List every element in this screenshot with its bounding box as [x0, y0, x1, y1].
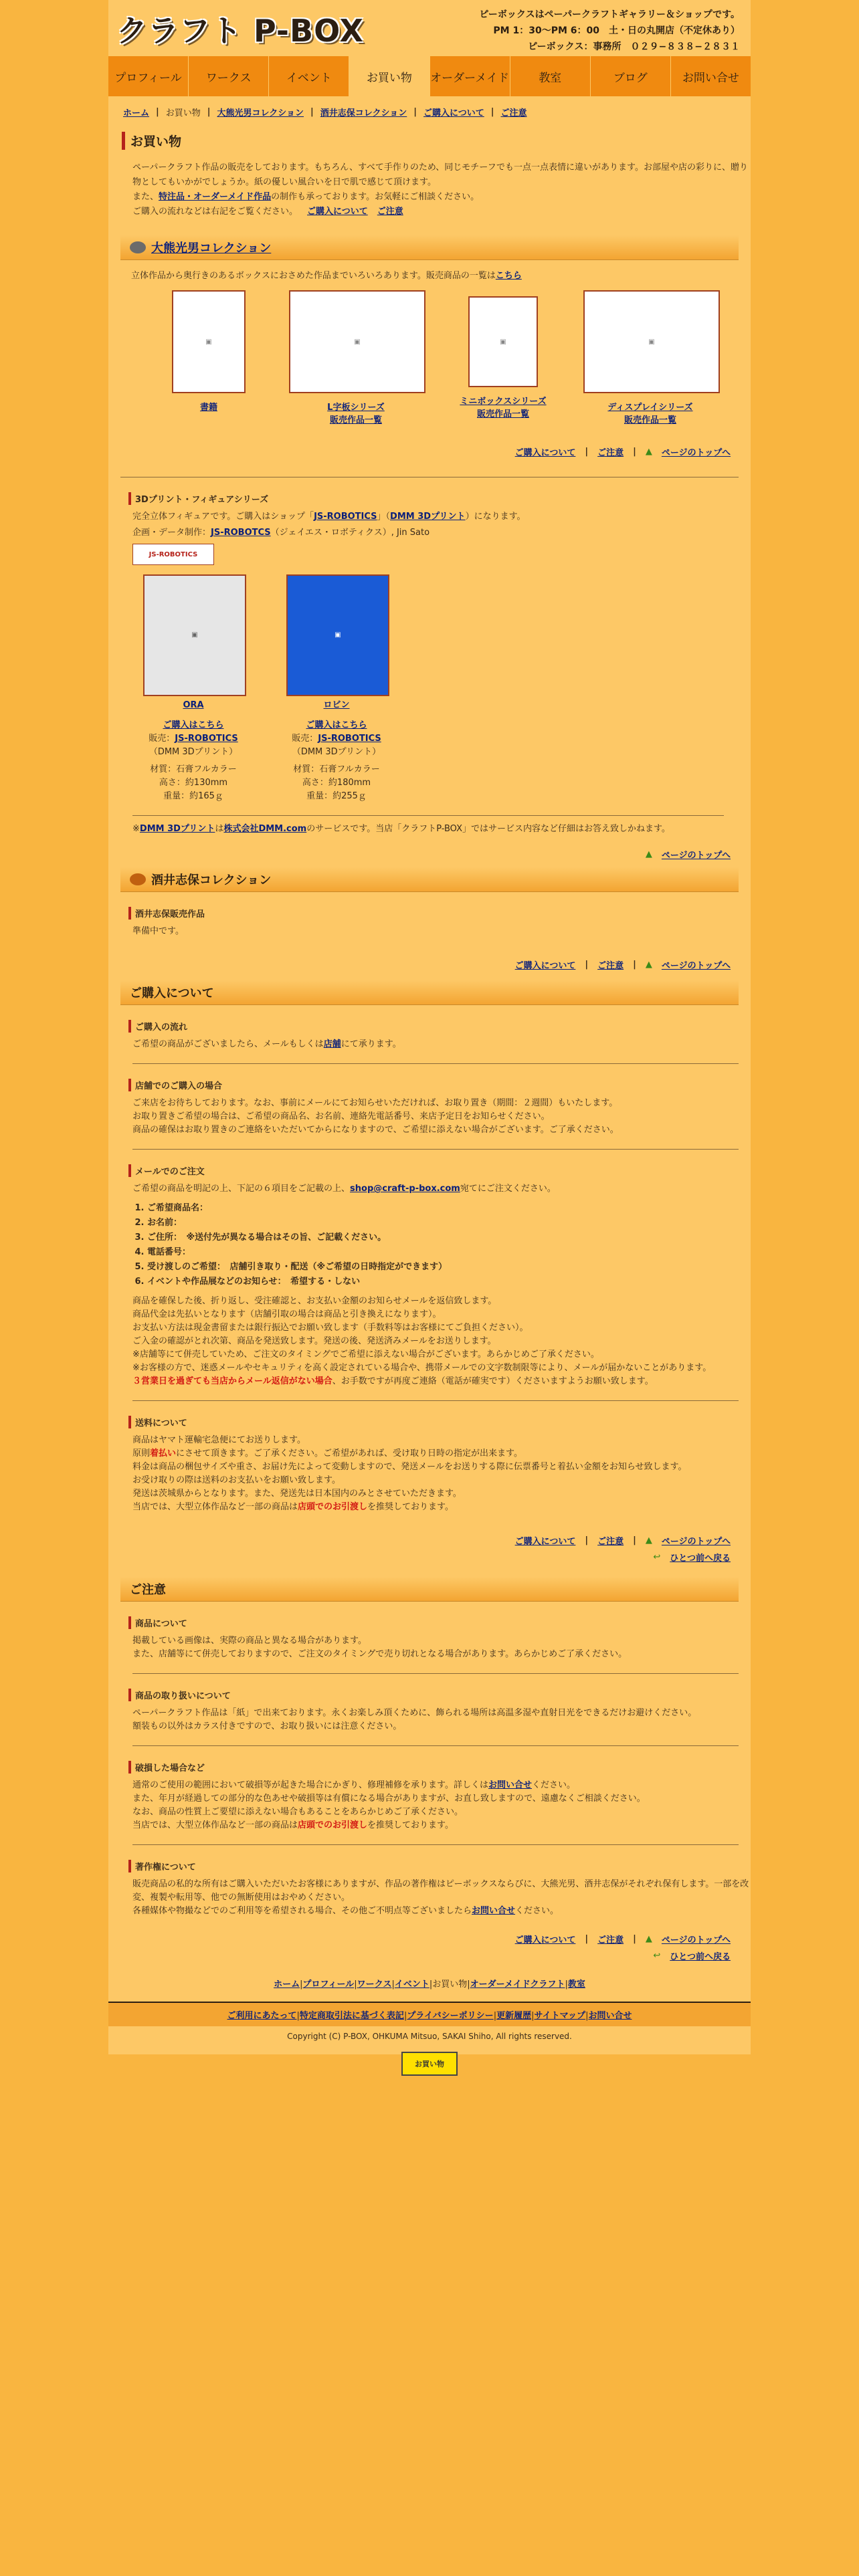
dmm-link[interactable]: DMM 3Dプリント: [390, 512, 466, 522]
display-image[interactable]: ▣: [583, 290, 720, 393]
robot-height: 高さ：約130mm: [159, 778, 228, 788]
separator: |: [633, 1535, 636, 1545]
okuma-list-link[interactable]: こちら: [495, 271, 522, 281]
list-item: 3. ご住所： ※送付先が異なる場合はその旨、ご記載ください。: [147, 1230, 751, 1245]
pager: [108, 445, 731, 458]
text: 商品代金は先払いとなります（店舗引取の場合は商品と引き換えになります）。: [132, 1309, 442, 1319]
intro-prefix: また、: [132, 192, 159, 202]
stone-icon: [130, 241, 146, 253]
pager: [108, 1933, 731, 1945]
list-item: 2. お名前：: [147, 1216, 751, 1230]
text: 販売：: [149, 734, 175, 744]
list-item: 6. イベントや作品展などのお知らせ： 希望する・しない: [147, 1275, 751, 1289]
text: ペーパークラフト作品は「紙」で出来ております。永くお楽しみ頂くために、飾られる場所は高温多湿や直射日光をできるだけお避けください。: [132, 1708, 697, 1718]
l-series-image[interactable]: ▣: [289, 290, 425, 393]
copyright-text: [132, 1878, 751, 1918]
shipping-text: [132, 1434, 751, 1514]
js-robotics-link[interactable]: JS-ROBOTICS: [314, 512, 377, 522]
flow-text: [132, 1038, 751, 1051]
contact-link[interactable]: お問い合せ: [488, 1780, 532, 1790]
nav-works[interactable]: ワークス: [189, 56, 269, 96]
separator: |: [585, 1535, 589, 1545]
text: 商品はヤマト運輸宅急便にてお送りします。: [132, 1435, 306, 1445]
text: ご来店をお待ちしております。なお、事前にメールにてお知らせいただければ、お取り置き（期間：２週間）もいたします。: [132, 1098, 618, 1108]
sakai-sub-title: 酒井志保販売作品: [128, 907, 751, 920]
gallery-item-name[interactable]: ディスプレイシリーズ: [607, 403, 693, 413]
purchase-link[interactable]: ご購入について: [307, 207, 368, 217]
text: 」（: [377, 512, 391, 522]
separator: |: [585, 1934, 589, 1944]
robot-name[interactable]: ORA: [183, 700, 204, 710]
separator: |: [633, 447, 636, 457]
footer-sitemap[interactable]: サイトマップ: [534, 2011, 586, 2021]
red-text: 店頭でのお引渡し: [298, 1820, 368, 1830]
okuma-desc: [131, 268, 751, 281]
robot-weight: 重量：約165ｇ: [163, 791, 223, 801]
pager-top[interactable]: ページのトップへ: [661, 1935, 731, 1945]
text: 完全立体フィギュアです。ご購入はショップ「: [132, 512, 314, 522]
separator: |: [156, 107, 159, 117]
divider: [132, 1745, 739, 1746]
text: 当店では、大型立体作品など一部の商品は: [132, 1502, 298, 1512]
text: ※: [132, 824, 140, 834]
nav-class[interactable]: 教室: [510, 56, 591, 96]
ordermade-link[interactable]: 特注品・オーダーメイド作品: [159, 192, 272, 202]
gallery-item: [289, 290, 423, 425]
minibox-image[interactable]: ▣: [468, 296, 538, 387]
nav-shopping[interactable]: お買い物: [349, 56, 430, 96]
store-link[interactable]: 店舗: [323, 1039, 341, 1049]
text: 料金は商品の梱包サイズや重さ、お届け先によって変動しますので、発送メールをお送りする際に伝票番号と着払い金額をお知らせ致します。: [132, 1462, 687, 1472]
text: 額装もの以外はカラス付きですので、お取り扱いには注意ください。: [132, 1721, 402, 1731]
footer-link-event[interactable]: イベント: [394, 1979, 430, 1990]
text: にて承ります。: [341, 1039, 401, 1049]
separator: |: [207, 107, 211, 117]
breadcrumb-link-okuma[interactable]: 大熊光男コレクション: [217, 108, 304, 118]
nav-blog[interactable]: ブログ: [591, 56, 671, 96]
header-info-line: ピーボックス：事務所 ０２９−８３８−２８３１: [528, 41, 740, 52]
text: ください。: [515, 1906, 559, 1916]
pager-purchase[interactable]: ご購入について: [514, 1537, 576, 1547]
separator: |: [585, 960, 589, 970]
site-logo[interactable]: クラフト P-BOX: [116, 13, 365, 49]
breadcrumb-link-sakai[interactable]: 酒井志保コレクション: [320, 108, 407, 118]
text: お受け取りの際は送料のお支払いをお願い致します。: [132, 1475, 341, 1485]
robot-sale: [143, 732, 244, 746]
arrow-up-icon: ▲: [645, 447, 652, 457]
pager-purchase[interactable]: ご購入について: [514, 1935, 576, 1945]
text: （ジェイエス・ロボティクス）, Jin Sato: [270, 528, 430, 538]
list-item: 5. 受け渡しのご希望： 店舗引き取り・配送（※ご希望の日時指定ができます）: [147, 1260, 751, 1275]
text: ご入金の確認がとれ次第、商品を発送致します。発送の後、発送済みメールをお送りします。: [132, 1336, 496, 1346]
gallery-item-sub[interactable]: 販売作品一覧: [329, 415, 382, 425]
text: にさせて頂きます。ご了承ください。ご希望があれば、受け取り日時の指定が出来ます。: [176, 1448, 522, 1459]
robot-via: （DMM 3Dプリント）: [292, 747, 381, 757]
shop-badge[interactable]: お買い物: [401, 2052, 458, 2076]
text: 商品を確保した後、折り返し、受注確認と、お支払い金額のお知らせメールを返信致します。: [132, 1296, 497, 1306]
caution-section-header: [120, 1577, 739, 1602]
header: [108, 0, 751, 56]
arrow-up-icon: ▲: [645, 1535, 652, 1545]
separator: |: [633, 960, 636, 970]
footer-link-works[interactable]: ワークス: [357, 1979, 392, 1990]
footer-link-class[interactable]: 教室: [567, 1979, 585, 1990]
text: ください。: [531, 1780, 575, 1790]
contact-link[interactable]: お問い合せ: [472, 1906, 516, 1916]
arrow-up-icon: ▲: [645, 960, 652, 970]
text: 発送は茨城県からとなります。また、発送先は日本国内のみとさせていただきます。: [132, 1489, 462, 1499]
gallery-item-name[interactable]: L字板シリーズ: [327, 403, 385, 413]
header-info-line: PM 1：30〜PM 6：00 土・日の丸開店（不定休あり）: [493, 25, 740, 36]
caution-link[interactable]: ご注意: [377, 207, 403, 217]
mail-item-list: [132, 1201, 751, 1289]
intro-row: [132, 205, 751, 219]
purchase-title: ご購入について: [130, 986, 214, 1000]
breadcrumb-current: お買い物: [165, 108, 201, 118]
footer-privacy[interactable]: プライバシーポリシー: [407, 2011, 494, 2021]
robot-item: [143, 574, 244, 803]
text: 販売：: [292, 734, 318, 744]
breadcrumb-link-caution[interactable]: ご注意: [500, 108, 527, 118]
gallery-item-name[interactable]: ミニボックスシリーズ: [460, 397, 547, 407]
text: 、お手数ですが再度ご連絡（電話が確実です）くださいますようお願い致します。: [332, 1376, 654, 1386]
breadcrumb-home[interactable]: ホーム: [123, 108, 150, 118]
text: また、店舗等にて併売しておりますので、ご注文のタイミングで売り切れとなる場合があります。あらかじめご了承ください。: [132, 1649, 628, 1659]
header-info-line: ピーボックスはペーパークラフトギャラリー＆ショップです。: [479, 9, 740, 20]
okuma-gallery: [135, 290, 724, 425]
list-item: 4. 電話番号：: [147, 1245, 751, 1260]
breadcrumb-link-purchase[interactable]: ご購入について: [423, 108, 484, 118]
separator: |: [633, 1934, 636, 1944]
footer-nav: ホーム|プロフィール|ワークス|イベント|お買い物|オーダーメイドクラフト|教室: [274, 1979, 585, 1990]
print3d-note: [132, 823, 751, 836]
text: ※お客様の方で、迷惑メールやセキュリティを高く設定されている場合や、携帯メールでの文字数制限等により、メールが届かないことがあります。: [132, 1363, 712, 1373]
copyright-title: 著作権について: [128, 1860, 751, 1872]
footer-link-ordermade[interactable]: オーダーメイドクラフト: [470, 1979, 565, 1990]
page: [108, 0, 751, 2068]
text: [132, 1905, 751, 1918]
text: ※店舗等にて併売していため、ご注文のタイミングでご希望に添えない場合がございます。あらかじめご了承ください。: [132, 1350, 599, 1360]
text: ご希望の商品を明記の上、下記の６項目をご記載の上、: [132, 1184, 351, 1194]
back-link[interactable]: ひとつ前へ戻る: [670, 1952, 731, 1962]
shopping-intro: [132, 160, 751, 219]
divider: [132, 1149, 739, 1150]
text: を推奨しております。: [367, 1502, 454, 1512]
pager-back: [108, 1949, 731, 1962]
back-link[interactable]: ひとつ前へ戻る: [670, 1553, 731, 1564]
red-text: 着払い: [150, 1448, 177, 1459]
sakai-text: 準備中です。: [132, 926, 184, 936]
mail-warning: [132, 1375, 751, 1388]
handle-title: 商品の取り扱いについて: [128, 1689, 751, 1701]
store-title: 店舗でのご購入の場合: [128, 1079, 751, 1091]
mail-text: [132, 1182, 751, 1196]
arrow-back-icon: ↩: [653, 1552, 661, 1562]
purchase-section-header: [120, 980, 739, 1005]
text: ）になります。: [465, 512, 526, 522]
list-item: 1. ご希望商品名：: [147, 1201, 751, 1216]
robot-shop-link[interactable]: JS-ROBOTICS: [318, 734, 381, 744]
pager-back: [108, 1551, 731, 1564]
text: 掲載している画像は、実際の商品と異なる場合があります。: [132, 1636, 367, 1646]
text: を推奨しております。: [367, 1820, 454, 1830]
pager: [108, 848, 731, 861]
intro-text: ペーパークラフト作品の販売をしております。もちろん、すべて手作りのため、同じモチーフでも一点一点表情に違いがあります。お部屋や店の彩りに、贈り物としてもいかがでしょうか。紙の優しい風合いを日で肌で感じて頂けます。: [132, 163, 749, 187]
separator: |: [310, 107, 314, 117]
dmm-com-link[interactable]: 株式会社DMM.com: [223, 824, 307, 834]
pager-caution[interactable]: ご注意: [597, 961, 624, 971]
robot-buy-link[interactable]: ご購入はこちら: [163, 720, 224, 730]
robot-weight: 重量：約255ｇ: [306, 791, 367, 801]
gallery-item: [142, 290, 276, 425]
mail-title: メールでのご注文: [128, 1164, 751, 1177]
broken-title: 破損した場合など: [128, 1761, 751, 1774]
js-robotics-link-2[interactable]: JS-ROBOTCS: [211, 528, 271, 538]
divider: [132, 1673, 739, 1674]
arrow-up-icon: ▲: [645, 849, 652, 859]
text: のサービスです。当店「クラフトP-BOX」ではサービス内容など仔細はお答え致しかねます。: [306, 824, 670, 834]
pager: [108, 958, 731, 971]
footer-contact[interactable]: お問い合せ: [588, 2011, 632, 2021]
mail-details: [132, 1295, 751, 1388]
pager-top[interactable]: ページのトップへ: [661, 961, 731, 971]
text: 各種媒体や物撮などでのご利用等を希望される場合、その他ご不明点等ございましたら: [132, 1906, 472, 1916]
handle-text: [132, 1707, 751, 1733]
footer-history[interactable]: 更新履歴: [496, 2011, 532, 2021]
robot-buy-link[interactable]: ご購入はこちら: [306, 720, 367, 730]
text: [132, 1501, 751, 1514]
robot-via: （DMM 3Dプリント）: [149, 747, 238, 757]
arrow-back-icon: ↩: [653, 1951, 661, 1961]
pager-caution[interactable]: ご注意: [597, 448, 624, 458]
intro-text-3: ご購入の流れなどは右記をご覧ください。: [132, 207, 298, 217]
print3d-line2: [132, 526, 751, 540]
nav-ordermade[interactable]: オーダーメイド: [430, 56, 510, 96]
robot-name[interactable]: ロビン: [323, 700, 350, 710]
nav-profile[interactable]: プロフィール: [108, 56, 189, 96]
footer-link-profile[interactable]: プロフィール: [302, 1979, 355, 1990]
text: [132, 1447, 751, 1461]
robot-item: [286, 574, 387, 803]
sakai-section-header: [120, 867, 739, 892]
okuma-section-header: [120, 235, 739, 260]
robot-sale: [286, 732, 387, 746]
pager-purchase[interactable]: ご購入について: [514, 448, 576, 458]
gallery-item-name[interactable]: 書籍: [199, 403, 217, 413]
intro-text-2: [132, 190, 751, 205]
pager-purchase[interactable]: ご購入について: [514, 961, 576, 971]
page-title: お買い物: [122, 132, 740, 150]
caution-title: ご注意: [130, 1583, 166, 1597]
text: お支払い方法は現金書留または銀行振込でお願い致します（手数料等はお客様にてご負担ください）。: [132, 1323, 529, 1333]
separator: |: [585, 447, 589, 457]
text: 原則: [132, 1448, 151, 1459]
js-robotics-logo[interactable]: JS-ROBOTICS: [132, 544, 214, 565]
divider: [132, 815, 724, 816]
copyright: Copyright (C) P-BOX, OHKUMA Mitsuo, SAKAI Shiho, All rights reserved.: [287, 2032, 572, 2041]
divider: [132, 1400, 739, 1401]
robin-image[interactable]: ▣: [286, 574, 389, 696]
text: [132, 1819, 751, 1832]
pager-top[interactable]: ページのトップへ: [661, 1537, 731, 1547]
print3d-line1: [132, 510, 751, 524]
separator: |: [490, 107, 494, 117]
breadcrumb: [108, 96, 751, 124]
shipping-title: 送料について: [128, 1416, 751, 1428]
footer-law[interactable]: 特定商取引法に基づく表記: [299, 2011, 404, 2021]
divider: [132, 1063, 739, 1064]
text: また、年月が経過しての部分的な色あせや破損等は有償になる場合がありますが、お直し致しますので、遠慮なくご相談ください。: [132, 1794, 646, 1804]
goods-text: [132, 1634, 751, 1661]
pager-caution[interactable]: ご注意: [597, 1935, 624, 1945]
gallery-item-sub[interactable]: 販売作品一覧: [476, 409, 529, 419]
header-info: [479, 7, 740, 55]
sakai-title: 酒井志保コレクション: [151, 873, 272, 887]
nav-event[interactable]: イベント: [269, 56, 349, 96]
separator: |: [413, 107, 417, 117]
red-text: ３営業日を過ぎても当店からメール返信がない場合: [132, 1376, 332, 1386]
print3d-title: 3Dプリント・フィギュアシリーズ: [128, 492, 751, 505]
text: 宛てにご注文ください。: [460, 1184, 556, 1194]
gallery-item: [583, 290, 717, 425]
robot-list: [143, 574, 751, 803]
gallery-item: [436, 290, 570, 425]
text: お取り置きご希望の場合は、ご希望の商品名、お名前、連絡先電話番号、来店予定日をお知らせください。: [132, 1111, 550, 1121]
bowl-icon: [130, 873, 146, 885]
store-text: [132, 1097, 751, 1137]
main-nav: [108, 56, 751, 96]
pager-caution[interactable]: ご注意: [597, 1537, 624, 1547]
pager-top[interactable]: ページのトップへ: [661, 448, 731, 458]
text: 当店では、大型立体作品など一部の商品は: [132, 1820, 298, 1830]
book-image[interactable]: ▣: [172, 290, 246, 393]
text: なお、商品の性質上ご要望に添えない場合もあることをあらかじめご了承ください。: [132, 1807, 464, 1817]
robot-material: 材質：石膏フルカラー: [150, 764, 237, 774]
arrow-up-icon: ▲: [645, 1934, 652, 1944]
footer-link-home[interactable]: ホーム: [274, 1979, 300, 1990]
text: 企画・データ制作：: [132, 528, 211, 538]
text: [132, 1779, 751, 1792]
pager-top[interactable]: ページのトップへ: [661, 851, 731, 861]
divider: [132, 1844, 739, 1845]
broken-text: [132, 1779, 751, 1832]
okuma-title[interactable]: 大熊光男コレクション: [151, 241, 272, 255]
footer-link-shopping: お買い物: [432, 1979, 468, 1990]
robot-height: 高さ：約180mm: [302, 778, 371, 788]
text: は: [215, 824, 224, 834]
text: 通常のご使用の範囲において破損等が起きた場合にかぎり、修理補修を承ります。詳しくは: [132, 1780, 488, 1790]
robot-shop-link[interactable]: JS-ROBOTICS: [175, 734, 238, 744]
gallery-item-sub[interactable]: 販売作品一覧: [624, 415, 676, 425]
nav-contact[interactable]: お問い合せ: [682, 71, 739, 85]
dmm-link-2[interactable]: DMM 3Dプリント: [139, 824, 215, 834]
footer-bar: ご利用にあたって|特定商取引法に基づく表記|プライバシーポリシー|更新履歴|サイトマップ|お問い合せ: [108, 2002, 751, 2026]
red-text: 店頭でのお引渡し: [298, 1502, 368, 1512]
flow-title: ご購入の流れ: [128, 1020, 751, 1033]
text: 商品の確保はお取り置きのご連絡をいただいてからになりますので、ご希望に添えない場合がございます。ご了承ください。: [132, 1125, 619, 1135]
goods-title: 商品について: [128, 1616, 751, 1629]
text: ご希望の商品がございましたら、メールもしくは: [132, 1039, 324, 1049]
footer-terms[interactable]: ご利用にあたって: [227, 2011, 297, 2021]
pager: [108, 1534, 731, 1547]
intro-suffix: の制作も承っております。お気軽にご相談ください。: [271, 192, 480, 202]
text: 販売商品の私的な所有はご購入いただいたお客様にありますが、作品の著作権はピーボックスならびに、大熊光男、酒井志保がそれぞれ保有します。一部を改変、複製や転用等、他での無断使用はおやめください。: [132, 1879, 749, 1903]
robot-material: 材質：石膏フルカラー: [293, 764, 380, 774]
ora-image[interactable]: ▣: [143, 574, 246, 696]
okuma-desc-text: 立体作品から奥行きのあるボックスにおさめた作品までいろいろあります。販売商品の一覧は: [131, 271, 496, 281]
mail-link[interactable]: shop@craft-p-box.com: [350, 1184, 460, 1194]
